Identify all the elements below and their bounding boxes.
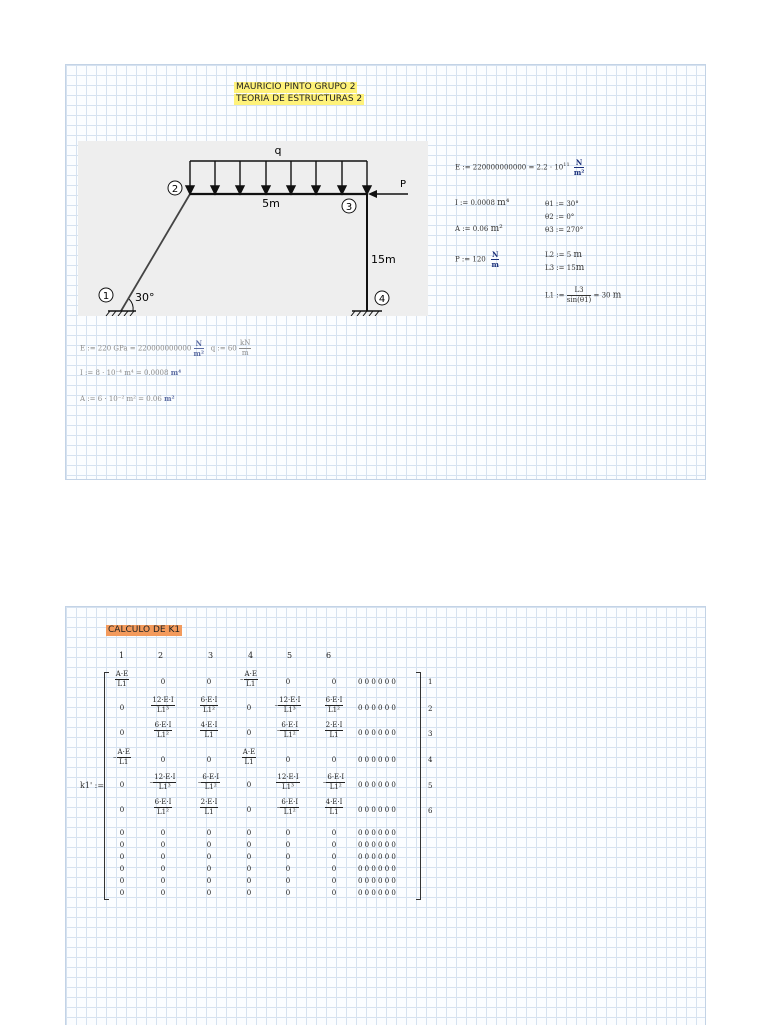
matrix-cell: 0: [160, 829, 166, 837]
matrix-cell: – $\frac{A\cdot E}{L1}$: [113, 748, 130, 766]
faint-math-E: E := 220 GPa = 220000000000 $\frac{N}{\text{m²}}$ q := 60 $\frac{kN}{m}$: [80, 339, 251, 358]
load-label: q: [274, 144, 282, 157]
matrix-cell: 0 0 0 0 0 0: [358, 781, 396, 789]
header-line-1: MAURICIO PINTO GRUPO 2: [236, 82, 356, 92]
force-arrowhead: [368, 190, 377, 198]
matrix-cell: $\frac{6\cdot E\cdot I}{\text{L1²}}$: [154, 798, 172, 816]
matrix-cell: 0: [206, 877, 212, 885]
matrix-cell: 0: [119, 829, 125, 837]
matrix-cell: 0: [246, 853, 252, 861]
matrix-cell: 0 0 0 0 0 0: [358, 841, 396, 849]
matrix-cell: 0: [160, 756, 166, 764]
matrix-cell: $\frac{A\cdot E}{L1}$: [242, 748, 256, 766]
matrix-cell: 0: [246, 877, 252, 885]
matrix-cell: 0: [160, 889, 166, 897]
math-theta2: θ2 := 0°: [545, 213, 575, 221]
matrix-cell: 0: [246, 781, 252, 789]
math-A: A := 0.06 m²: [455, 224, 503, 234]
matrix-cell: 0: [206, 678, 212, 686]
node-3-label: 3: [345, 202, 353, 213]
matrix-cell: 0: [206, 756, 212, 764]
angle-label: 30°: [135, 291, 155, 304]
matrix-cell: – $\frac{6\cdot E\cdot I}{\text{L1²}}$: [276, 798, 299, 816]
matrix-cell: 0: [160, 841, 166, 849]
matrix-cell: $\frac{4\cdot E\cdot I}{L1}$: [200, 721, 218, 739]
matrix-cell: 0: [119, 853, 125, 861]
matrix-cell: – $\frac{12\cdot E\cdot I}{\text{L1³}}$: [274, 696, 301, 714]
matrix-cell: $\frac{A\cdot E}{L1}$: [115, 670, 129, 688]
matrix-cell: 0: [246, 841, 252, 849]
col-header-4: 4: [248, 651, 254, 660]
row-header-4: 4: [428, 756, 433, 764]
matrix-cell: 0: [246, 806, 252, 814]
matrix-cell: 0: [331, 865, 337, 873]
faint-math-A: A := 6 · 10⁻² m² = 0.06 m²: [80, 394, 175, 403]
force-label: P: [400, 179, 407, 190]
matrix-cell: 0: [119, 889, 125, 897]
matrix-cell: 0 0 0 0 0 0: [358, 806, 396, 814]
col-header-3: 3: [208, 651, 214, 660]
matrix-cell: 0: [160, 853, 166, 861]
faint-math-I: I := 8 · 10⁻⁴ m⁴ = 0.0008 m⁴: [80, 368, 182, 377]
matrix-cell: 0 0 0 0 0 0: [358, 853, 396, 861]
matrix-cell: 0: [206, 829, 212, 837]
frame-diagram: [78, 141, 428, 316]
matrix-cell: – $\frac{6\cdot E\cdot I}{\text{L1²}}$: [322, 773, 345, 791]
matrix-cell: 0: [206, 865, 212, 873]
load-arrows: [186, 161, 371, 194]
matrix-cell: – $\frac{A\cdot E}{L1}$: [240, 670, 257, 688]
matrix-cell: 0: [331, 889, 337, 897]
math-theta1: θ1 := 30°: [545, 200, 579, 208]
k1-title: CALCULO DE K1: [108, 625, 181, 635]
matrix-cell: – $\frac{6\cdot E\cdot I}{\text{L1²}}$: [276, 721, 299, 739]
node-2-label: 2: [171, 184, 179, 195]
matrix-cell: $\frac{6\cdot E\cdot I}{\text{L1²}}$: [154, 721, 172, 739]
matrix-cell: $\frac{6\cdot E\cdot I}{\text{L1²}}$: [325, 696, 343, 714]
matrix-cell: $\frac{12\cdot E\cdot I}{\text{L1³}}$: [277, 773, 299, 791]
matrix-cell: 0: [285, 678, 291, 686]
matrix-cell: 0: [285, 865, 291, 873]
matrix-cell: 0: [206, 853, 212, 861]
matrix-cell: 0: [246, 829, 252, 837]
node-1-label: 1: [102, 291, 110, 302]
math-E: E := $220000000000 = 2.2 \cdot 10^{11}$ $\frac{N}{\text{m²}}$: [455, 158, 585, 177]
matrix-cell: $\frac{12\cdot E\cdot I}{\text{L1³}}$: [152, 696, 174, 714]
math-P: P := 120 $\frac{N}{m}$: [455, 250, 499, 269]
matrix-cell: 0: [285, 853, 291, 861]
col-header-5: 5: [287, 651, 293, 660]
matrix-cell: 0: [160, 865, 166, 873]
matrix-cell: 0: [285, 756, 291, 764]
col-header-6: 6: [326, 651, 332, 660]
span-label: 5m: [262, 197, 280, 210]
matrix-cell: 0: [246, 865, 252, 873]
matrix-cell: 0: [119, 806, 125, 814]
matrix-cell: 0 0 0 0 0 0: [358, 865, 396, 873]
matrix-cell: 0: [285, 877, 291, 885]
k1-label: k1' :=: [80, 781, 105, 790]
matrix-cell: 0: [331, 829, 337, 837]
member-1-2: [121, 194, 190, 311]
matrix-cell: 0 0 0 0 0 0: [358, 877, 396, 885]
col-header-2: 2: [158, 651, 164, 660]
matrix-cell: 0: [331, 756, 337, 764]
matrix-cell: 0: [331, 853, 337, 861]
matrix-cell: 0: [160, 877, 166, 885]
matrix-cell: 0: [246, 889, 252, 897]
matrix-cell: 0: [119, 781, 125, 789]
row-header-3: 3: [428, 730, 433, 738]
matrix-cell: 0 0 0 0 0 0: [358, 678, 396, 686]
matrix-cell: 0: [160, 678, 166, 686]
matrix-cell: 0: [331, 678, 337, 686]
header-line-2: TEORIA DE ESTRUCTURAS 2: [236, 94, 363, 104]
math-theta3: θ3 := 270°: [545, 226, 584, 234]
matrix-cell: $\frac{2\cdot E\cdot I}{L1}$: [200, 798, 218, 816]
matrix-cell: 0: [331, 877, 337, 885]
matrix-cell: $\frac{2\cdot E\cdot I}{L1}$: [325, 721, 343, 739]
row-header-5: 5: [428, 782, 433, 790]
math-L1: L1 := $\frac{L3}{\sin(\theta 1)}$ = 30 m: [545, 286, 622, 304]
math-I: I := 0.0008 m⁴: [455, 198, 510, 208]
row-header-6: 6: [428, 807, 433, 815]
matrix-cell: 0: [285, 841, 291, 849]
matrix-cell: $\frac{4\cdot E\cdot I}{L1}$: [325, 798, 343, 816]
row-header-2: 2: [428, 705, 433, 713]
math-L2: L2 := 5 m: [545, 250, 583, 260]
node-4-label: 4: [378, 294, 386, 305]
matrix-cell: – $\frac{12\cdot E\cdot I}{\text{L1³}}$: [149, 773, 176, 791]
height-label: 15m: [371, 253, 396, 266]
col-header-1: 1: [119, 651, 125, 660]
matrix-cell: 0: [206, 889, 212, 897]
matrix-cell: 0: [119, 704, 125, 712]
matrix-cell: 0: [206, 841, 212, 849]
matrix-cell: 0 0 0 0 0 0: [358, 704, 396, 712]
matrix-cell: 0: [119, 865, 125, 873]
matrix-cell: 0: [331, 841, 337, 849]
matrix-cell: 0 0 0 0 0 0: [358, 756, 396, 764]
matrix-cell: $\frac{6\cdot E\cdot I}{\text{L1²}}$: [200, 696, 218, 714]
matrix-cell: 0: [285, 889, 291, 897]
matrix-cell: 0: [246, 729, 252, 737]
matrix-cell: 0 0 0 0 0 0: [358, 729, 396, 737]
matrix-cell: 0: [246, 704, 252, 712]
math-L3: L3 := 15m: [545, 263, 585, 273]
frame-diagram-svg: [78, 141, 428, 316]
matrix-cell: 0 0 0 0 0 0: [358, 829, 396, 837]
angle-arc: [129, 299, 133, 311]
matrix-cell: – $\frac{6\cdot E\cdot I}{\text{L1²}}$: [197, 773, 220, 791]
matrix-cell: 0: [285, 829, 291, 837]
matrix-cell: 0: [119, 877, 125, 885]
matrix-cell: 0 0 0 0 0 0: [358, 889, 396, 897]
matrix-cell: 0: [119, 841, 125, 849]
matrix-cell: 0: [119, 729, 125, 737]
row-header-1: 1: [428, 678, 433, 686]
